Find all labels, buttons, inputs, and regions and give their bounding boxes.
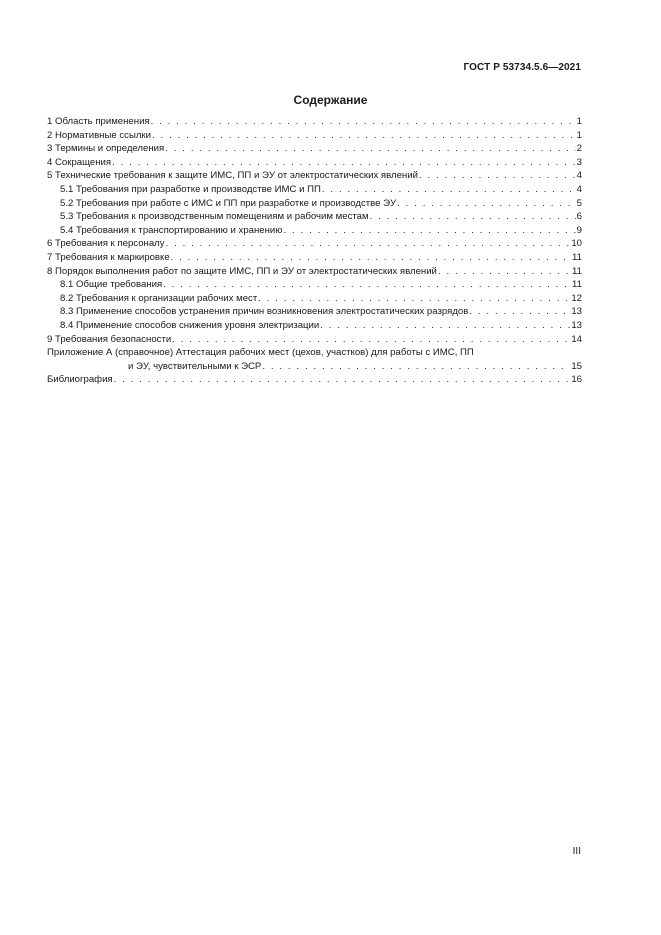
toc-leader-dots <box>262 360 570 374</box>
toc-leader-dots <box>171 251 571 265</box>
toc-entry-text: 8.2 Требования к организации рабочих мест <box>60 292 258 304</box>
toc-entry-page: 15 <box>571 360 582 372</box>
toc-entry-page: 12 <box>571 292 582 304</box>
toc-entry-page: 3 <box>576 156 582 168</box>
toc-entry[interactable] <box>47 265 582 279</box>
toc-entry-page: 13 <box>571 319 582 331</box>
toc-subentry[interactable] <box>47 197 582 211</box>
toc-leader-dots <box>163 278 571 292</box>
toc-entry-text: 7 Требования к маркировке <box>47 251 170 263</box>
toc-subentry[interactable] <box>47 183 582 197</box>
toc-leader-dots <box>283 224 575 238</box>
toc-entry-text: 8 Порядок выполнения работ по защите ИМС, ПП и ЭУ от электростатических явлений <box>47 265 437 277</box>
page-number: III <box>572 846 581 857</box>
toc-subentry[interactable] <box>47 224 582 238</box>
toc-entry-text: 9 Требования безопасности <box>47 333 172 345</box>
toc-entry-text: 8.4 Применение способов снижения уровня электризации <box>60 319 320 331</box>
toc-entry-page: 9 <box>576 224 582 236</box>
toc-entry-text: 5.4 Требования к транспортированию и хранению <box>60 224 283 236</box>
toc-leader-dots <box>172 333 570 347</box>
toc-entry-page: 4 <box>576 170 582 182</box>
toc-entry[interactable] <box>47 237 582 251</box>
toc-entry-page: 6 <box>576 211 582 223</box>
toc-leader-dots <box>258 292 570 306</box>
toc-entry-text: 6 Требования к персоналу <box>47 238 165 250</box>
toc-entry-page: 2 <box>576 143 582 155</box>
toc-entry[interactable] <box>47 129 582 143</box>
toc-title: Содержание <box>293 93 368 107</box>
toc-entry-page: 10 <box>571 238 582 250</box>
toc-subentry[interactable] <box>47 319 582 333</box>
toc-leader-dots <box>165 142 575 156</box>
toc-entry-text: Библиография <box>47 374 113 386</box>
toc-leader-dots <box>397 197 576 211</box>
toc-entry-page: 11 <box>572 265 582 277</box>
toc-leader-dots <box>166 237 571 251</box>
toc-entry-page: 1 <box>576 116 582 127</box>
toc-entry-text: 1 Область применения <box>47 116 150 127</box>
toc-entry-page: 14 <box>571 333 582 345</box>
toc-leader-dots <box>112 156 576 170</box>
toc-leader-dots <box>469 305 570 319</box>
toc-entry-text: 5.3 Требования к производственным помещениям и рабочим местам <box>60 211 369 223</box>
toc-entry-text: 8.3 Применение способов устранения причин возникновения электростатических разрядов <box>60 306 469 318</box>
toc-entry-page: 1 <box>576 129 582 141</box>
toc-subentry[interactable] <box>47 292 582 306</box>
toc-leader-dots <box>114 373 571 387</box>
toc-entry[interactable] <box>47 142 582 156</box>
toc-entry[interactable] <box>47 169 582 183</box>
toc-annex-title[interactable]: Приложение А (справочное) Аттестация рабочих мест (цехов, участков) для работы с ИМС, ПП <box>47 347 474 359</box>
toc-entry-text: 2 Нормативные ссылки <box>47 129 152 141</box>
toc-entry[interactable] <box>47 115 582 129</box>
toc-entry-page: 4 <box>576 183 582 195</box>
toc-entry-page: 16 <box>571 374 582 386</box>
toc-subentry[interactable] <box>47 305 582 319</box>
toc-leader-dots <box>419 169 576 183</box>
toc-entry-page: 11 <box>572 279 582 291</box>
toc-entry-text: 5.2 Требования при работе с ИМС и ПП при разработке и производстве ЭУ <box>60 197 397 209</box>
toc-entry[interactable] <box>47 333 582 347</box>
toc-entry-page: 5 <box>576 197 582 209</box>
table-of-contents <box>47 115 582 387</box>
toc-bibliography-entry[interactable] <box>47 373 582 387</box>
toc-entry[interactable] <box>47 156 582 170</box>
toc-leader-dots <box>370 210 576 224</box>
toc-leader-dots <box>152 129 576 143</box>
toc-entry[interactable] <box>47 251 582 265</box>
toc-annex-title-continued: и ЭУ, чувствительными к ЭСР <box>128 360 262 372</box>
standard-code: ГОСТ Р 53734.5.6—2021 <box>463 62 581 73</box>
toc-entry-page: 11 <box>572 251 582 263</box>
toc-entry-text: 8.1 Общие требования <box>60 279 163 291</box>
toc-leader-dots <box>320 319 570 333</box>
toc-subentry[interactable] <box>47 210 582 224</box>
toc-leader-dots <box>438 265 571 279</box>
toc-annex-entry[interactable] <box>47 360 582 374</box>
toc-entry-text: 5 Технические требования к защите ИМС, ПП и ЭУ от электростатических явлений <box>47 170 418 182</box>
toc-leader-dots <box>151 115 576 129</box>
toc-entry-text: 4 Сокращения <box>47 156 112 168</box>
toc-entry-text: 5.1 Требования при разработке и производстве ИМС и ПП <box>60 183 321 195</box>
toc-entry-text: 3 Термины и определения <box>47 143 165 155</box>
toc-subentry[interactable] <box>47 278 582 292</box>
toc-entry-page: 13 <box>571 306 582 318</box>
toc-leader-dots <box>322 183 576 197</box>
